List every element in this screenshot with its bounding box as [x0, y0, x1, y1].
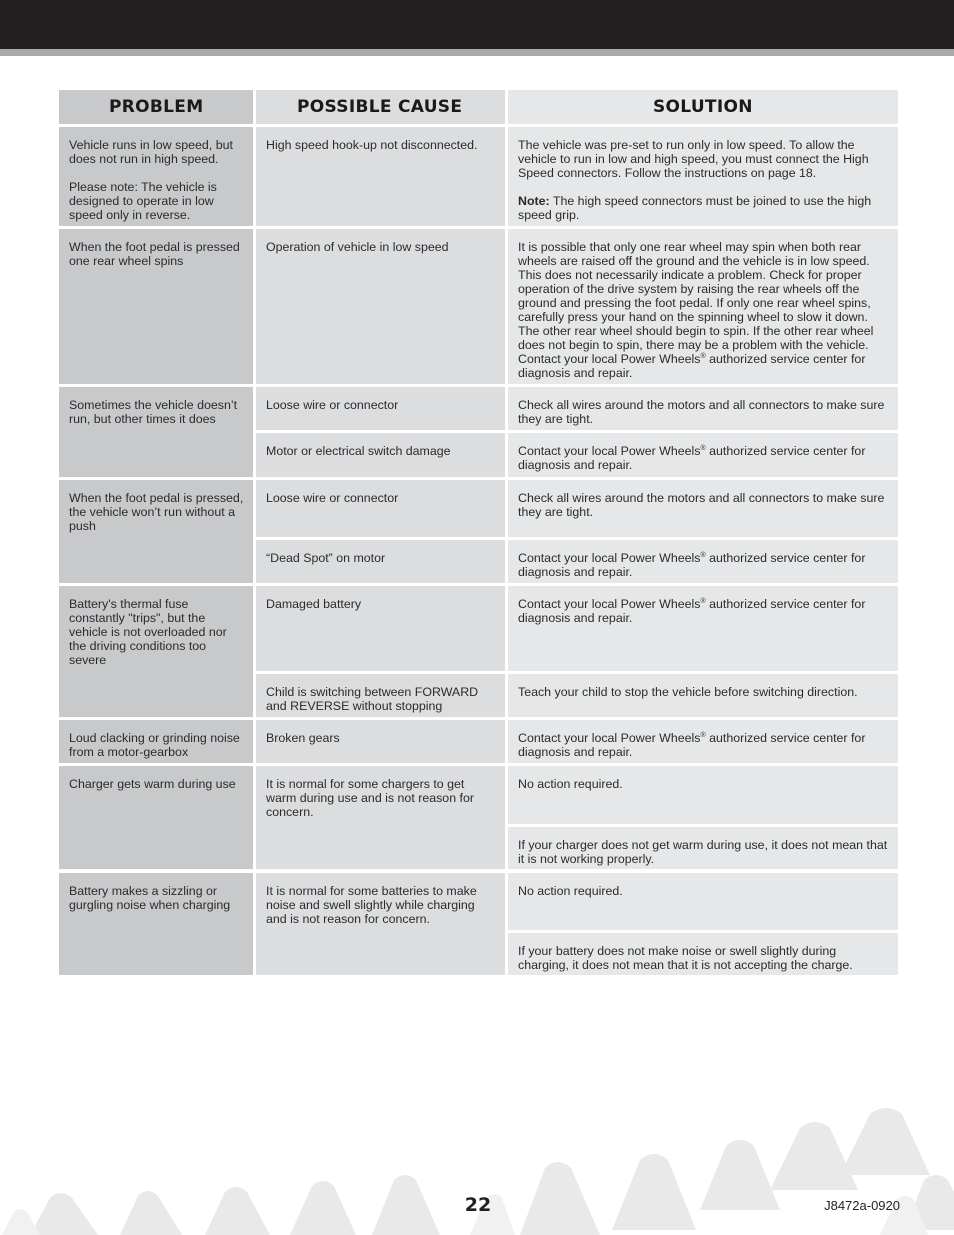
problem-cell	[59, 873, 253, 975]
registered-mark: ®	[700, 731, 706, 739]
problem-cell	[59, 766, 253, 869]
decorative-shape	[520, 1162, 600, 1235]
solution-text: Contact your local Power Wheels® authorized service center for diagnosis and repair.	[518, 597, 866, 625]
note-text: The high speed connectors must be joined to use the high speed grip.	[518, 194, 872, 222]
problem-cell	[59, 586, 253, 717]
header-problem: PROBLEM	[59, 90, 253, 124]
problem-cell	[59, 720, 253, 763]
cause-text: Motor or electrical switch damage	[266, 444, 451, 458]
solution-text: If your battery does not make noise or swell slightly during charging, it does not mean that it is not accepting the charge.	[518, 944, 853, 972]
decorative-shape	[290, 1181, 356, 1235]
solution-text: Contact your local Power Wheels® authorized service center for diagnosis and repair.	[518, 444, 866, 472]
page-number: 22	[464, 1194, 492, 1216]
problem-text: Battery's thermal fuse constantly "trips", but the vehicle is not overloaded nor the driving conditions too severe	[69, 597, 227, 667]
cause-text: Child is switching between FORWARD and REVERSE without stopping	[266, 685, 479, 713]
problem-cell	[59, 387, 253, 477]
solution-cell	[508, 433, 898, 477]
cause-cell	[256, 766, 505, 869]
document-code: J8472a-0920	[824, 1198, 900, 1213]
problem-note: Please note: The vehicle is designed to operate in low speed only in reverse.	[69, 180, 217, 222]
decorative-shape	[30, 1193, 98, 1235]
solution-cell	[508, 480, 898, 537]
note-label: Note:	[518, 194, 550, 208]
cause-text: Loose wire or connector	[266, 491, 399, 505]
solution-cell	[508, 540, 898, 583]
cause-cell	[256, 720, 505, 763]
registered-mark: ®	[700, 597, 706, 605]
cause-cell	[256, 540, 505, 583]
solution-cell	[508, 766, 898, 824]
decorative-shape	[205, 1187, 270, 1235]
decorative-shape	[700, 1140, 780, 1210]
registered-mark: ®	[700, 551, 706, 559]
decorative-shape	[612, 1154, 696, 1230]
solution-cell	[508, 933, 898, 975]
cause-cell	[256, 387, 505, 430]
cause-cell	[256, 586, 505, 671]
solution-cell	[508, 827, 898, 869]
problem-text: Vehicle runs in low speed, but does not run in high speed.	[69, 138, 233, 166]
problem-text: Sometimes the vehicle doesn’t run, but other times it does	[69, 398, 238, 426]
problem-text: Battery makes a sizzling or gurgling noise when charging	[69, 884, 231, 912]
solution-cell	[508, 229, 898, 384]
solution-cell	[508, 127, 898, 226]
solution-cell	[508, 873, 898, 930]
problem-cell	[59, 480, 253, 583]
cause-cell	[256, 480, 505, 537]
decorative-shape	[2, 1209, 40, 1235]
header-possible-cause: POSSIBLE CAUSE	[256, 90, 505, 124]
solution-text: Check all wires around the motors and all connectors to make sure they are tight.	[518, 398, 885, 426]
top-header-stripe	[0, 49, 954, 56]
cause-text: Operation of vehicle in low speed	[266, 240, 449, 254]
solution-text: Contact your local Power Wheels® authorized service center for diagnosis and repair.	[518, 731, 866, 759]
cause-cell	[256, 229, 505, 384]
problem-cell	[59, 229, 253, 384]
solution-text: No action required.	[518, 777, 623, 791]
problem-text: When the foot pedal is pressed one rear wheel spins	[69, 240, 240, 268]
solution-text: No action required.	[518, 884, 623, 898]
cause-text: “Dead Spot” on motor	[266, 551, 386, 565]
solution-text: It is possible that only one rear wheel may spin when both rear wheels are raised off the ground and the vehicle is in low speed. This does not necessarily indicate a problem. Check for proper operation of the drive system by raising the rear wheels off the ground and pressing the foot pedal. If only one rear wheel spins, carefully press your hand on the spinning wheel to slow it down. The other rear wheel should begin to spin. If the other rear wheel does not begin to spin, there may be a problem with the vehicle. Contact your local Power Wheels® authorized service center for diagnosis and repair.	[518, 240, 874, 380]
cause-text: It is normal for some batteries to make noise and swell slightly while charging and is not reason for concern.	[266, 884, 477, 926]
cause-text: It is normal for some chargers to get warm during use and is not reason for concern.	[266, 777, 474, 819]
top-header-bar	[0, 0, 954, 49]
decorative-shape	[840, 1108, 930, 1175]
cause-text: High speed hook-up not disconnected.	[266, 138, 478, 152]
decorative-shape	[120, 1191, 182, 1235]
cause-cell	[256, 127, 505, 226]
registered-mark: ®	[700, 352, 706, 360]
decorative-shape	[372, 1175, 440, 1235]
registered-mark: ®	[700, 444, 706, 452]
solution-note	[518, 194, 890, 222]
cause-text: Loose wire or connector	[266, 398, 399, 412]
problem-text: Charger gets warm during use	[69, 777, 236, 791]
solution-text: If your charger does not get warm during use, it does not mean that it is not working properly.	[518, 838, 888, 866]
solution-text: Contact your local Power Wheels® authorized service center for diagnosis and repair.	[518, 551, 866, 579]
cause-cell	[256, 873, 505, 975]
problem-cell	[59, 127, 253, 226]
cause-text: Damaged battery	[266, 597, 362, 611]
solution-text: Check all wires around the motors and all connectors to make sure they are tight.	[518, 491, 885, 519]
cause-text: Broken gears	[266, 731, 340, 745]
problem-text: Loud clacking or grinding noise from a motor-gearbox	[69, 731, 240, 759]
problem-text: When the foot pedal is pressed, the vehicle won’t run without a push	[69, 491, 244, 533]
solution-text: The vehicle was pre-set to run only in low speed. To allow the vehicle to run in low and high speed, you must connect the High Speed connectors. Follow the instructions on page 18.	[518, 138, 869, 180]
decorative-shape	[770, 1122, 858, 1190]
header-solution: SOLUTION	[508, 90, 898, 124]
solution-cell	[508, 387, 898, 430]
cause-cell	[256, 674, 505, 717]
solution-cell	[508, 586, 898, 671]
solution-cell	[508, 674, 898, 717]
cause-cell	[256, 433, 505, 477]
solution-cell	[508, 720, 898, 763]
solution-text: Teach your child to stop the vehicle before switching direction.	[518, 685, 858, 699]
